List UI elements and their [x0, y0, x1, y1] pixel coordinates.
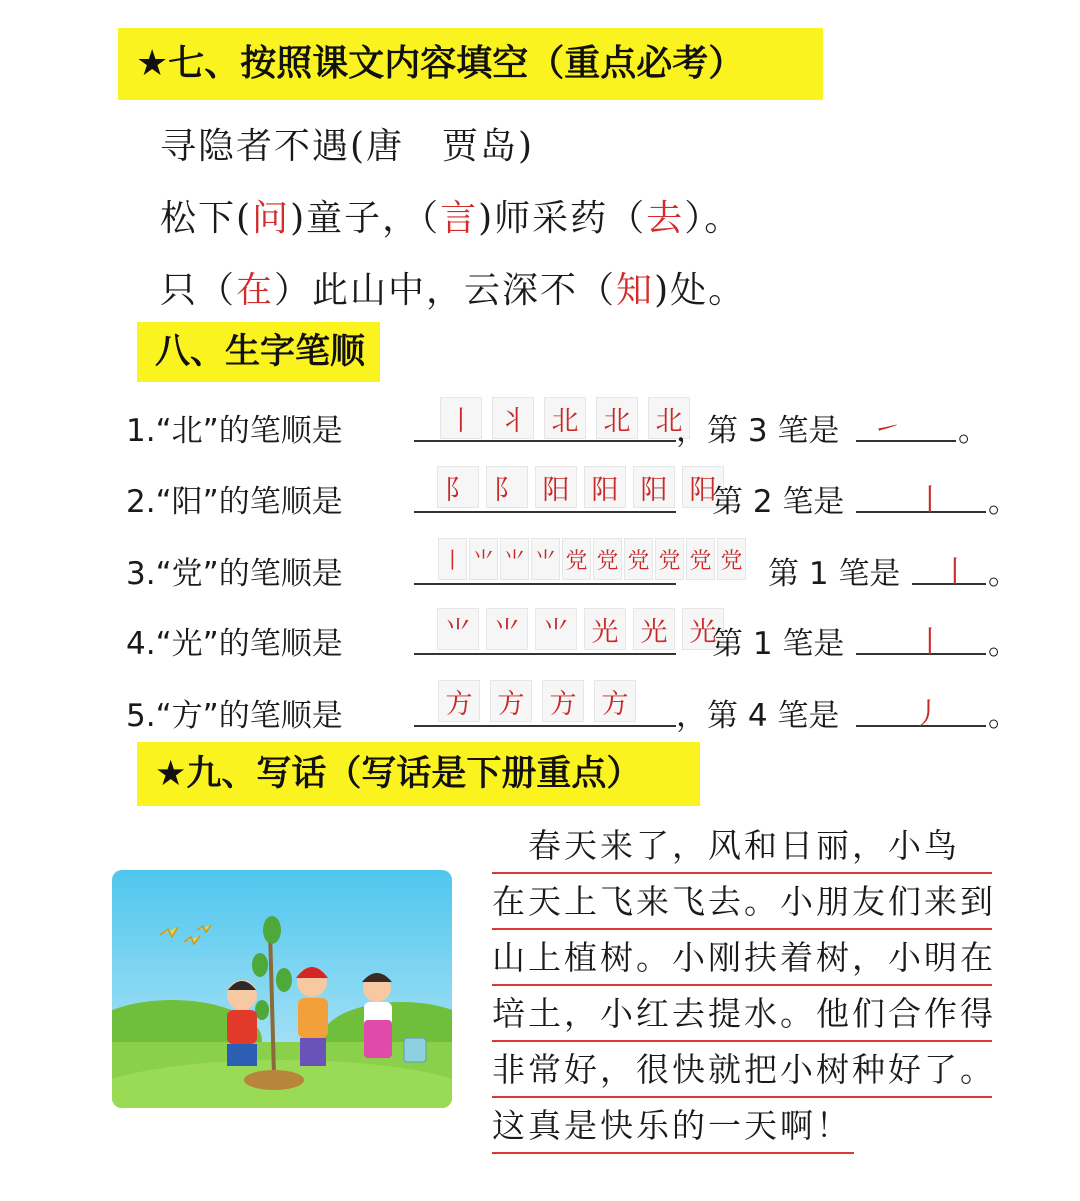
answer-blank: [414, 511, 676, 513]
poem-title: 寻隐者不遇(唐 贾岛): [160, 126, 535, 167]
poem-line-1: [160, 190, 742, 241]
stroke-box: 北: [596, 397, 638, 439]
stroke-sequence: [440, 397, 690, 439]
stroke-box: ⺌: [531, 538, 560, 580]
stroke-box: 北: [544, 397, 586, 439]
stroke-box: ⺌: [500, 538, 529, 580]
stroke-answer: ㇀: [872, 412, 902, 447]
poem-text: 只（: [160, 270, 237, 311]
item-prefix: 3.“党”的笔顺是: [126, 556, 343, 592]
stroke-box: 丨: [440, 397, 482, 439]
answer-blank: [414, 440, 676, 442]
stroke-box: 方: [542, 680, 584, 722]
stroke-answer: 丨: [915, 625, 945, 660]
item-suffix: ，第 3 笔是: [676, 413, 840, 449]
stroke-box: 光: [682, 608, 724, 650]
item-end: 。: [988, 484, 1019, 520]
item-end: 。: [988, 556, 1019, 592]
poem-line-2: [160, 262, 746, 313]
stroke-box: 光: [633, 608, 675, 650]
essay-line: 在天上飞来飞去。小朋友们来到: [492, 878, 992, 930]
stroke-sequence: [437, 466, 724, 508]
fill-answer: 去: [646, 198, 685, 239]
item-prefix: 2.“阳”的笔顺是: [126, 484, 343, 520]
essay-line: 培土，小红去提水。他们合作得: [492, 990, 992, 1042]
item-end: 。: [988, 626, 1019, 662]
stroke-box: ⺌: [535, 608, 577, 650]
item-prefix: 4.“光”的笔顺是: [126, 626, 343, 662]
essay-line: 山上植树。小刚扶着树，小明在: [492, 934, 992, 986]
item-prefix: 1.“北”的笔顺是: [126, 413, 343, 449]
item-suffix: 第 1 笔是: [712, 626, 845, 662]
poem-text: )童子，（: [290, 198, 441, 239]
answer-blank: [856, 440, 956, 442]
stroke-box: 阝: [437, 466, 479, 508]
stroke-box: 党: [655, 538, 684, 580]
item-end: 。: [988, 698, 1019, 734]
essay-line: 非常好，很快就把小树种好了。: [492, 1046, 992, 1098]
stroke-box: 方: [490, 680, 532, 722]
item-prefix: 5.“方”的笔顺是: [126, 698, 343, 734]
stroke-box: 党: [624, 538, 653, 580]
stroke-sequence: [438, 680, 636, 722]
fill-answer: 知: [616, 270, 655, 311]
stroke-box: 光: [584, 608, 626, 650]
tree-planting-illustration: [112, 870, 452, 1108]
fill-answer: 言: [440, 198, 479, 239]
fill-answer: 问: [252, 198, 291, 239]
stroke-box: 方: [438, 680, 480, 722]
stroke-box: 丨: [438, 538, 467, 580]
section-7-heading: ★七、按照课文内容填空（重点必考）: [118, 28, 823, 100]
poem-text: ）此山中，云深不（: [274, 270, 617, 311]
poem-text: 松下(: [160, 198, 253, 239]
stroke-answer: 丨: [915, 483, 945, 518]
stroke-box: 阳: [584, 466, 626, 508]
poem-text: )师采药（: [478, 198, 647, 239]
item-end: 。: [958, 413, 989, 449]
stroke-sequence: [437, 608, 724, 650]
answer-blank: [414, 583, 676, 585]
stroke-box: 阳: [682, 466, 724, 508]
item-suffix: 第 1 笔是: [768, 556, 901, 592]
stroke-sequence: [438, 538, 746, 580]
stroke-box: ⺌: [469, 538, 498, 580]
section-8-heading: 八、生字笔顺: [137, 322, 380, 382]
stroke-box: ⺌: [486, 608, 528, 650]
essay-line: 这真是快乐的一天啊！: [492, 1102, 854, 1154]
stroke-box: 阳: [633, 466, 675, 508]
essay-line: 春天来了，风和日丽，小鸟: [492, 822, 992, 874]
stroke-box: 丬: [492, 397, 534, 439]
stroke-box: 党: [717, 538, 746, 580]
stroke-box: ⺌: [437, 608, 479, 650]
stroke-box: 阳: [535, 466, 577, 508]
stroke-box: 党: [686, 538, 715, 580]
item-suffix: ，第 4 笔是: [676, 698, 840, 734]
answer-blank: [414, 653, 676, 655]
stroke-box: 方: [594, 680, 636, 722]
poem-text: )处。: [654, 270, 747, 311]
fill-answer: 在: [236, 270, 275, 311]
stroke-box: 北: [648, 397, 690, 439]
section-9-heading: ★九、写话（写话是下册重点）: [137, 742, 700, 806]
stroke-box: 阝: [486, 466, 528, 508]
stroke-box: 党: [593, 538, 622, 580]
stroke-box: 党: [562, 538, 591, 580]
item-suffix: 第 2 笔是: [712, 484, 845, 520]
stroke-answer: 丿: [912, 697, 942, 732]
stroke-answer: 丨: [940, 555, 970, 590]
poem-text: ）。: [684, 198, 743, 239]
answer-blank: [414, 725, 676, 727]
